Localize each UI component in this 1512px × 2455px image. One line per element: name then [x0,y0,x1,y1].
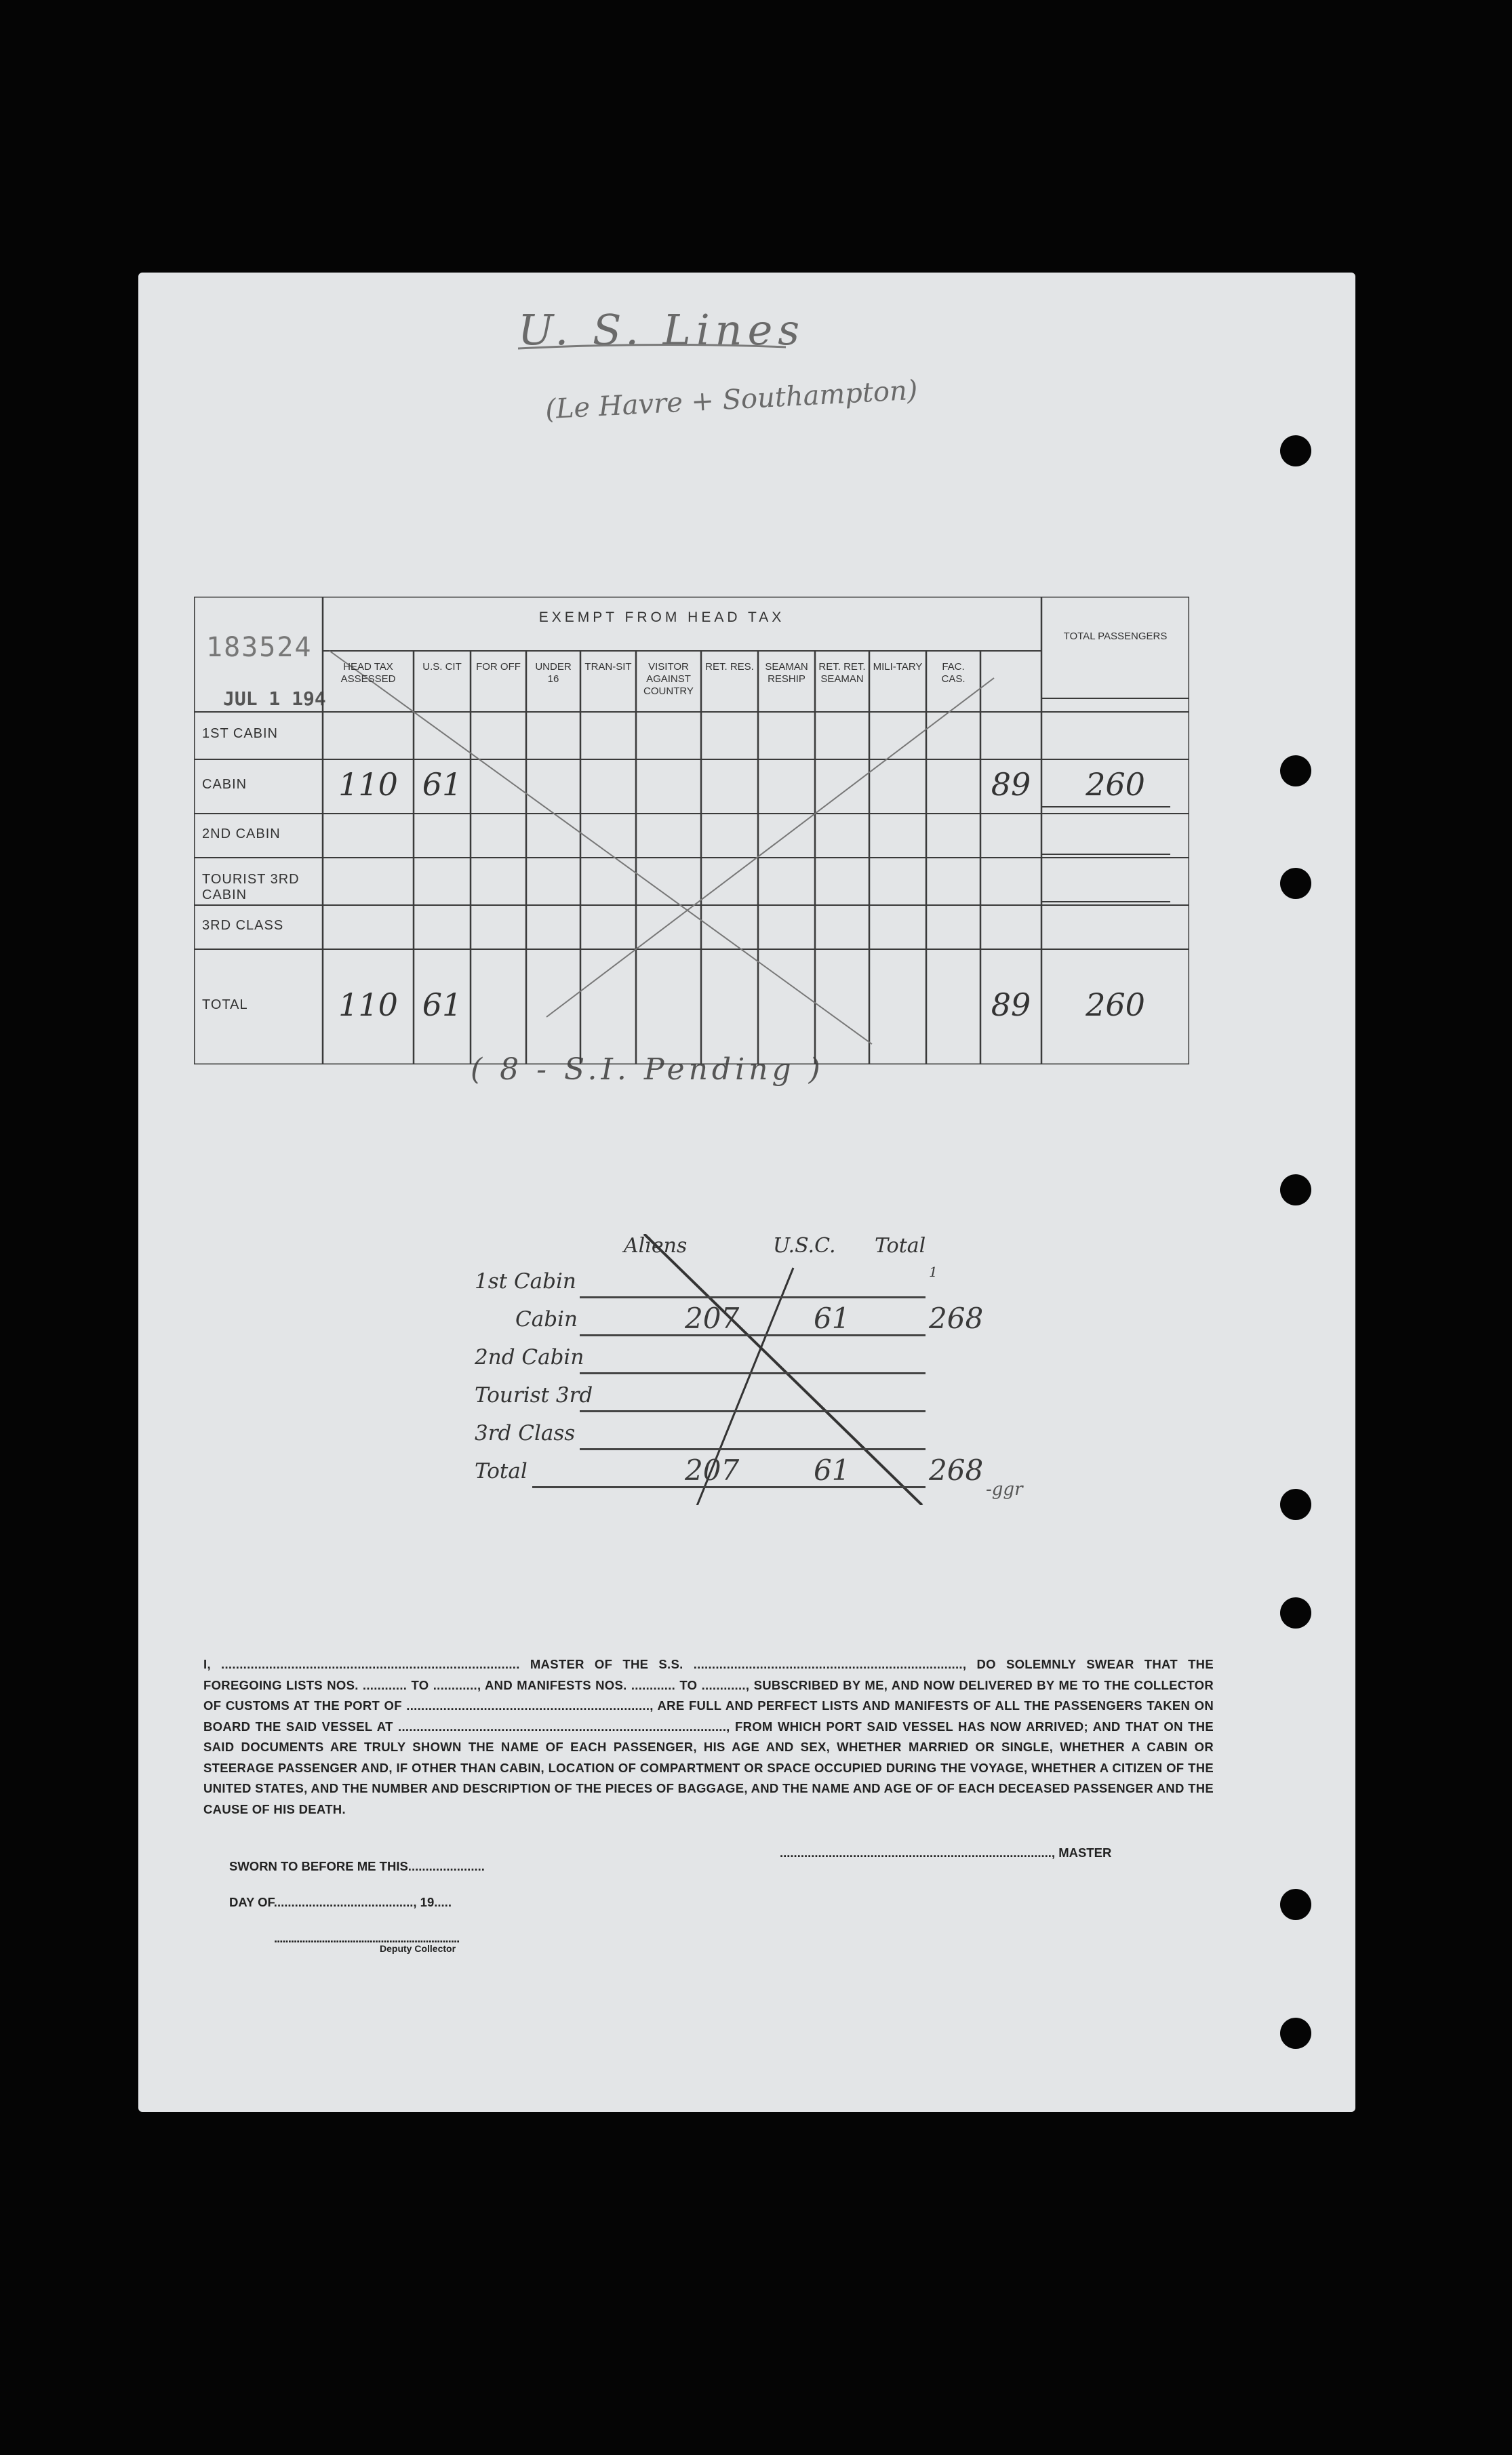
head-tax-cell-value: 89 [991,986,1031,1023]
head-tax-cell-value: 61 [422,766,462,803]
summary-initials: -ggr [986,1479,1023,1500]
head-tax-column-header: MILI-TARY [873,661,923,673]
head-tax-column-header: TOTAL PASSENGERS [1063,631,1168,642]
summary-row-label: 2nd Cabin [475,1345,584,1370]
head-tax-row-label: 2ND CABIN [202,826,281,841]
punch-hole [1280,868,1311,899]
head-tax-column-header: FOR OFF [476,661,521,673]
head-tax-column-header: TRAN-SIT [584,661,632,673]
punch-hole [1280,1889,1311,1920]
head-tax-column-header: VISITOR AGAINST COUNTRY [643,661,694,697]
master-signature-line: .............................................................................., MASTER [780,1845,1112,1860]
deputy-signature-line: .................................................................. [274,1931,460,1945]
punch-hole [1280,755,1311,786]
punch-hole [1280,1489,1311,1520]
summary-cell-value: 1 [929,1264,938,1280]
head-tax-column-header: HEAD TAX ASSESSED [340,661,396,685]
head-tax-cell-value: 110 [338,986,398,1023]
punch-hole [1280,1174,1311,1205]
head-tax-column-header: FAC. CAS. [941,661,966,685]
summary-cell-value: 207 [685,1454,740,1487]
head-tax-table [194,597,1189,1064]
summary-cell-value: 61 [814,1302,850,1335]
summary-cell-value: 207 [685,1302,740,1335]
exempt-group-header: EXEMPT FROM HEAD TAX [538,610,785,625]
summary-row-line [580,1296,926,1298]
summary-row-line [580,1372,926,1374]
head-tax-column-header: UNDER 16 [535,661,572,685]
head-tax-row-label: TOTAL [202,997,248,1012]
head-tax-row-label: 3RD CLASS [202,917,284,933]
summary-cell-value: 268 [929,1454,984,1487]
summary-row-line [580,1334,926,1336]
head-tax-cell-value: 89 [991,766,1031,803]
day-line: DAY OF........................................, 19..... [229,1895,452,1909]
sworn-line: SWORN TO BEFORE ME THIS...................... [229,1859,485,1873]
summary-row-line [580,1448,926,1450]
summary-row-label: 1st Cabin [475,1269,576,1294]
summary-column-header: Total [875,1234,926,1258]
deputy-collector-label: Deputy Collector [380,1943,456,1954]
stamp-date: JUL 1 194 [223,687,326,710]
head-tax-column-header: U.S. CIT [422,661,462,673]
head-tax-column-header: RET. RES. [705,661,754,673]
pending-note: ( 8 - S.I. Pending ) [471,1052,824,1087]
summary-row-label: Cabin [515,1307,578,1332]
stamp-number: 183524 [206,632,313,663]
title-underline [518,340,789,354]
punch-hole [1280,435,1311,466]
head-tax-cell-value: 260 [1086,766,1145,803]
oath-text: I, ................................................................................. MASTER OF THE S.S. ........................................................................., DO SOLEMNLY SWEAR THAT THE FOREGOING LISTS NOS. ............ TO ............, AND MANIFESTS NOS. ............ TO ............, SUBSCRIBED BY ME, AND NOW DELIVERED BY ME TO THE COLLECTOR OF CUSTOMS AT THE PORT OF .................................................................., ARE FULL AND PERFECT LISTS AND MANIFESTS OF ALL THE PASSENGERS TAKEN ON BOARD THE SAID VESSEL AT ........................................................................................., FROM WHICH PORT SAID VESSEL HAS NOW ARRIVED; AND THAT ON THE SAID DOCUMENTS ARE TRULY SHOWN THE NAME OF EACH PASSENGER, HIS AGE AND SEX, WHETHER MARRIED OR SINGLE, WHETHER A CABIN OR STEERAGE PASSENGER AND, IF OTHER THAN CABIN, LOCATION OF COMPARTMENT OR SPACE OCCUPIED DURING THE VOYAGE, WHETHER A CITIZEN OF THE UNITED STATES, AND THE NUMBER AND DESCRIPTION OF THE PIECES OF BAGGAGE, AND THE NAME AND AGE OF OF EACH DECEASED PASSENGER AND THE CAUSE OF HIS DEATH. [203,1657,1214,1816]
head-tax-row-label: CABIN [202,777,247,792]
head-tax-row-label: TOURIST 3RD CABIN [202,872,300,902]
manifest-page [138,273,1355,2112]
summary-column-header: Aliens [624,1234,688,1258]
head-tax-cell-value: 260 [1086,986,1145,1023]
oath-statement [203,1654,1214,1820]
punch-hole [1280,2018,1311,2049]
head-tax-row-label: 1ST CABIN [202,726,278,741]
head-tax-cell-value: 61 [422,986,462,1023]
route-handwriting: (Le Havre + Southampton) [544,374,919,426]
summary-table [468,1234,983,1505]
summary-cell-value: 61 [814,1454,850,1487]
head-tax-column-header: SEAMAN RESHIP [765,661,808,685]
head-tax-cell-value: 110 [338,766,398,803]
summary-column-header: U.S.C. [773,1234,836,1258]
shipping-line-handwriting: U. S. Lines [518,305,805,355]
summary-row-label: Tourist 3rd [475,1383,593,1408]
summary-row-label: 3rd Class [475,1421,576,1445]
summary-row-label: Total [475,1459,528,1483]
grid-line [330,651,872,1044]
summary-cell-value: 268 [929,1302,984,1335]
punch-hole [1280,1597,1311,1629]
summary-row-line [580,1410,926,1412]
head-tax-column-header: RET. RET. SEAMAN [818,661,866,685]
